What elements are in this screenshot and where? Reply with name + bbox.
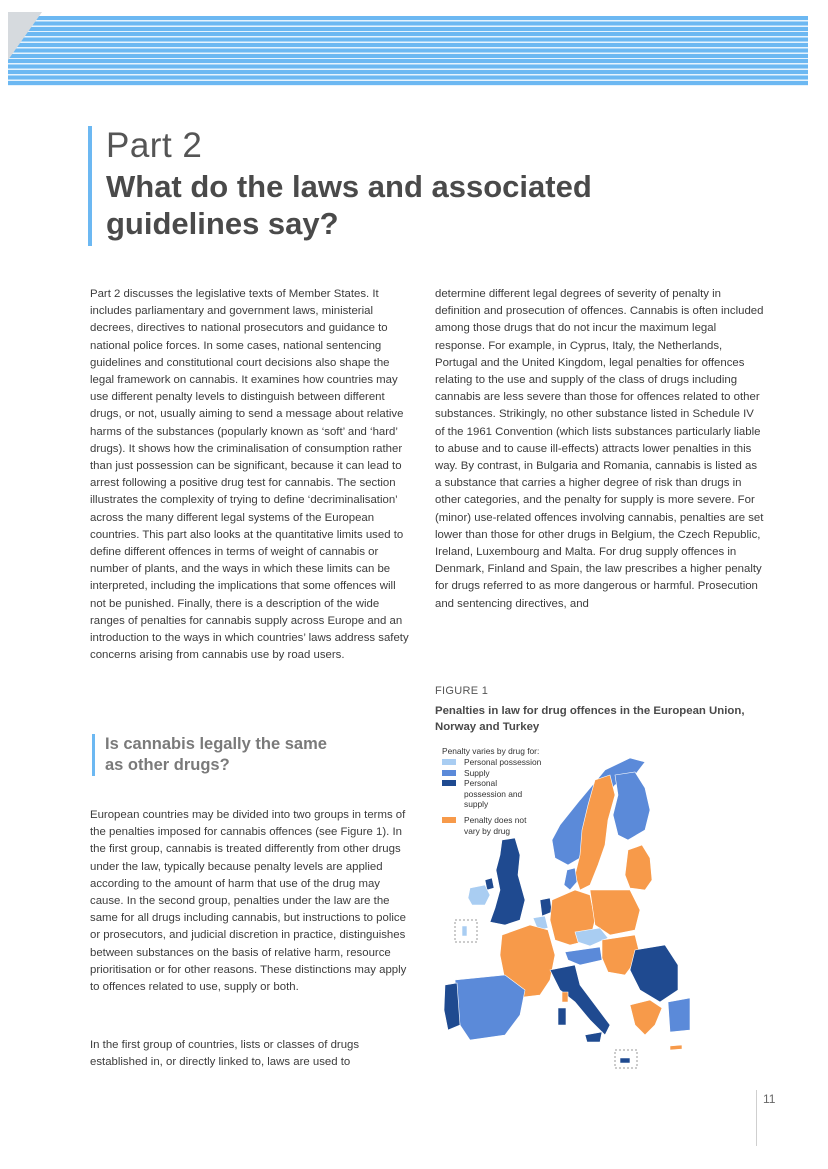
figure-title: Penalties in law for drug offences in the European Union, Norway and Turkey bbox=[435, 705, 745, 733]
section-paragraph-1 bbox=[90, 807, 410, 996]
legend-item-supply bbox=[442, 768, 541, 778]
country-turkey bbox=[668, 998, 690, 1032]
country-cyprus bbox=[670, 1045, 682, 1050]
section-heading-text: Is cannabis legally the same as other drugs? bbox=[105, 735, 327, 774]
intro-paragraph-left: Part 2 discusses the legislative texts of Member States. It includes parliamentary and government laws, ministerial decrees, directives to national prosecutors and guidance to national police forces. In some cases, national sentencing guidelines and constitutional court decisions also shape the legal framework on cannabis. It examines how countries may use different penalty levels to distinguish between different drugs, or not, usually aiming to send a message about relative harms of the substances (popularly known as ‘soft’ and ‘hard’ drugs). It shows how the criminalisation of consumption rather than just possession can be significant, because it can lead to arrest following a positive drug test for cannabis. The section illustrates the complexity of trying to define ‘decriminalisation’ across the many different legal systems of the European countries. This part also looks at the quantitative limits used to define different offences in terms of weight of cannabis or number of plants, and the ways in which these limits can be interpreted, including the implications that some offences will not be punished. Finally, there is a description of the wide ranges of penalties for cannabis supply across Europe and an introduction to the ways in which countries’ laws address safety concerns arising from cannabis use by road users. bbox=[90, 288, 409, 662]
intro-left-column bbox=[90, 286, 410, 664]
page-number-block bbox=[756, 1090, 775, 1146]
country-netherlands bbox=[540, 898, 552, 916]
legend-label: Personal possession and supply bbox=[464, 778, 523, 810]
legend-item-none bbox=[442, 815, 541, 836]
country-ireland bbox=[468, 885, 490, 905]
section-paragraph-2-text: In the first group of countries, lists or classes of drugs established in, or directly linked to, laws are used to bbox=[90, 1039, 360, 1069]
page-number: 11 bbox=[763, 1092, 776, 1106]
country-romania bbox=[630, 945, 678, 1002]
europe-map-figure bbox=[430, 740, 690, 1070]
country-malta bbox=[620, 1058, 630, 1063]
country-greece bbox=[630, 1000, 662, 1035]
country-sardinia bbox=[558, 1008, 566, 1025]
legend-swatch-none bbox=[442, 817, 456, 823]
legend-item-both bbox=[442, 778, 541, 809]
country-luxembourg bbox=[462, 926, 467, 936]
country-portugal bbox=[444, 983, 460, 1030]
intro-right-column bbox=[435, 286, 765, 613]
legend-item-possession bbox=[442, 757, 541, 767]
section-paragraph-1-text: European countries may be divided into two groups in terms of the penalties imposed for cannabis offences (see Figure 1). In the first group, cannabis is treated differently from other drugs under the law, typically because penalty levels are applied according to the amount of harm that use of the drug may cause. In the second group, penalties under the law are the same for all drugs including cannabis, but instructions to police or prosecutors, and judicial discretion in practice, distinguishes between substances on the basis of relative harm, resource prioritisation or for other reasons. These distinctions may apply to offences related to use, supply or both. bbox=[90, 809, 407, 994]
header-banner bbox=[8, 16, 808, 86]
country-finland bbox=[613, 772, 650, 840]
page-title: What do the laws and associated guidelines say? bbox=[106, 169, 592, 241]
banner-corner bbox=[8, 12, 42, 60]
map-legend bbox=[442, 746, 541, 836]
country-austria bbox=[565, 947, 602, 965]
legend-label: Supply bbox=[464, 767, 490, 778]
legend-title: Penalty varies by drug for: bbox=[442, 746, 540, 756]
legend-swatch-both bbox=[442, 780, 456, 786]
country-sicily bbox=[585, 1032, 602, 1042]
country-uk bbox=[490, 838, 525, 925]
legend-label: Penalty does not vary by drug bbox=[464, 815, 527, 836]
legend-swatch-possession bbox=[442, 759, 456, 765]
country-corsica bbox=[562, 992, 568, 1002]
intro-paragraph-right: determine different legal degrees of severity of penalty in definition and prosecution of offences. Cannabis is often included among those drugs that do not incur the maximum legal response. For example, in Cyprus, Italy, the Netherlands, Portugal and the United Kingdom, legal penalties for offences relating to the use and supply of the class of drugs including cannabis are less severe than those for offences related to other substances. Strikingly, no other substance listed in Schedule IV of the 1961 Convention (which lists substances particularly liable to abuse and to cause ill-effects) attracts lower penalties in this way. By contrast, in Bulgaria and Romania, cannabis is listed as a substance that carries a higher degree of risk than drugs in other categories, and the penalty for supply is more severe. For (minor) use-related offences involving cannabis, penalties are set lower than those for other drugs in Belgium, the Czech Republic, Ireland, Luxembourg and Malta. For drug supply offences in Denmark, Finland and Spain, the law prescribes a higher penalty for drugs referred to as more dangerous or harmful. Prosecution and sentencing directives, and bbox=[435, 288, 764, 610]
section-heading bbox=[92, 734, 335, 776]
country-denmark bbox=[564, 868, 577, 890]
part-label: Part 2 bbox=[106, 126, 203, 165]
legend-label: Personal possession bbox=[464, 757, 542, 768]
country-spain bbox=[455, 975, 525, 1040]
part-heading bbox=[88, 126, 666, 246]
section-paragraph-2 bbox=[90, 1037, 410, 1071]
legend-swatch-supply bbox=[442, 770, 456, 776]
country-baltics bbox=[625, 845, 652, 890]
figure-label: FIGURE 1 bbox=[435, 685, 489, 697]
